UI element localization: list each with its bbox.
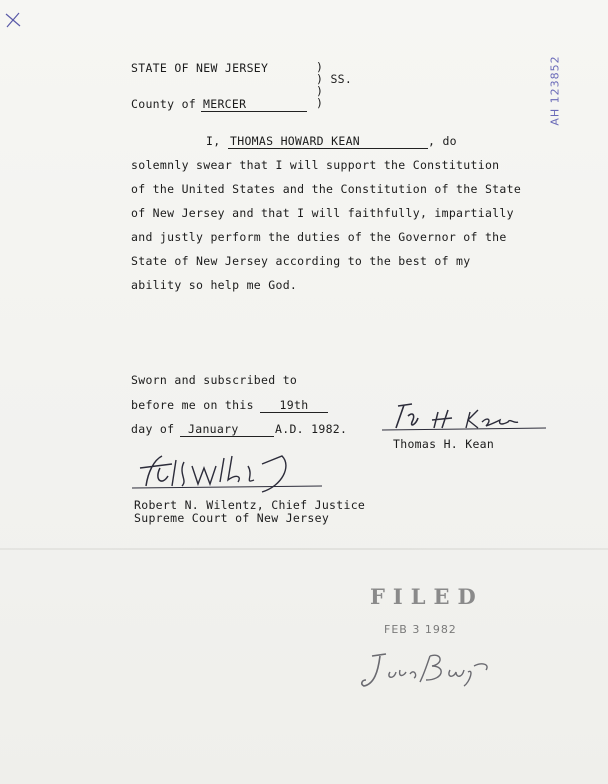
oath-prefix: I, [206,134,221,148]
paren-1: ) [316,60,324,74]
justice-name: Robert N. Wilentz, Chief Justice [134,498,366,512]
oath-line-4: and justly perform the duties of the Governor of the [131,230,507,244]
oath-name: THOMAS HOWARD KEAN [228,134,428,149]
attest-line-1: Sworn and subscribed to [131,373,298,387]
governor-name: Thomas H. Kean [393,437,495,451]
oath-line-1: solemnly swear that I will support the Constitution [131,158,500,172]
attest-line-2-prefix: before me on this [131,398,254,412]
attest-day: 19th [260,398,328,413]
attest-ad: A.D. 1982. [275,422,348,436]
oath-line-5: State of New Jersey according to the best of my [131,254,471,268]
oath-suffix: , do [428,134,457,148]
justice-title: Supreme Court of New Jersey [134,511,330,525]
governor-signature [378,398,548,438]
county-label: County of [131,97,197,111]
clerk-signature [356,648,506,698]
paren-2: ) [316,84,324,98]
right-margin-note: AH 123852 [548,55,562,126]
oath-line-6: ability so help me God. [131,278,298,292]
county-value: MERCER [201,97,307,112]
filed-date: FEB 3 1982 [384,623,457,636]
paren-3: ) [316,96,324,110]
attest-month: January [180,422,274,437]
corner-x-mark [4,10,24,30]
filed-stamp: FILED [370,584,484,609]
state-label: STATE OF NEW JERSEY [131,61,269,75]
oath-line-2: of the United States and the Constitution of the State [131,182,522,196]
ss-label: ) SS. [316,72,353,86]
paper-fold [0,548,608,550]
justice-signature [132,446,332,496]
attest-line-3-prefix: day of [131,422,175,436]
oath-line-3: of New Jersey and that I will faithfully, impartially [131,206,514,220]
